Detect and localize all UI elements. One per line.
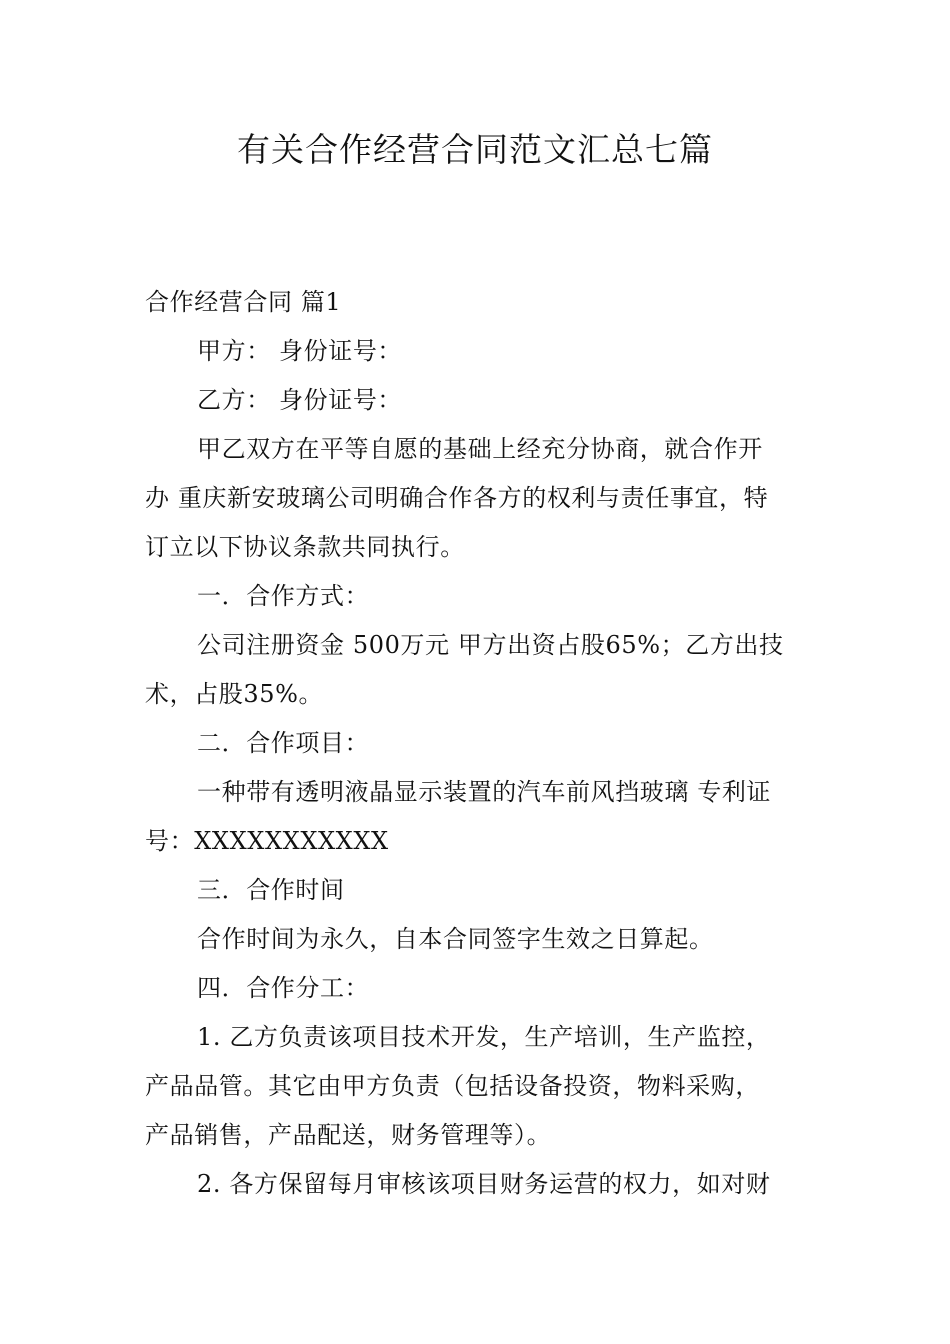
- text-line: 甲方： 身份证号：: [197, 337, 403, 365]
- text-line: 乙方： 身份证号：: [197, 386, 403, 414]
- document-body: [145, 278, 810, 1209]
- text-line: 合作经营合同 篇1: [145, 288, 342, 316]
- text-line: 合作时间为永久，自本合同签字生效之日算起。: [197, 925, 714, 953]
- text-line: 产品销售，产品配送，财务管理等）。: [145, 1121, 552, 1149]
- text-line: 订立以下协议条款共同执行。: [145, 533, 465, 561]
- text-line: 四．合作分工：: [197, 974, 370, 1002]
- text-line: 1. 乙方负责该项目技术开发，生产培训，生产监控，: [197, 1023, 771, 1051]
- text-line: 甲乙双方在平等自愿的基础上经充分协商，就合作开: [197, 435, 763, 463]
- text-line: 一．合作方式：: [197, 582, 370, 610]
- text-line: 公司注册资金 500万元 甲方出资占股65%；乙方出技: [197, 631, 784, 659]
- text-line: 一种带有透明液晶显示装置的汽车前风挡玻璃 专利证: [197, 778, 772, 806]
- text-line: 产品品管。其它由甲方负责（包括设备投资，物料采购，: [145, 1072, 760, 1100]
- text-line: 办 重庆新安玻璃公司明确合作各方的权利与责任事宜，特: [145, 484, 769, 512]
- document-title: 有关合作经营合同范文汇总七篇: [237, 130, 713, 169]
- text-line: 二．合作项目：: [197, 729, 370, 757]
- text-line: 三．合作时间: [197, 876, 345, 904]
- text-line: 2. 各方保留每月审核该项目财务运营的权力，如对财: [197, 1170, 771, 1198]
- text-line: 号：XXXXXXXXXXX: [145, 827, 389, 855]
- text-line: 术，占股35%。: [145, 680, 324, 708]
